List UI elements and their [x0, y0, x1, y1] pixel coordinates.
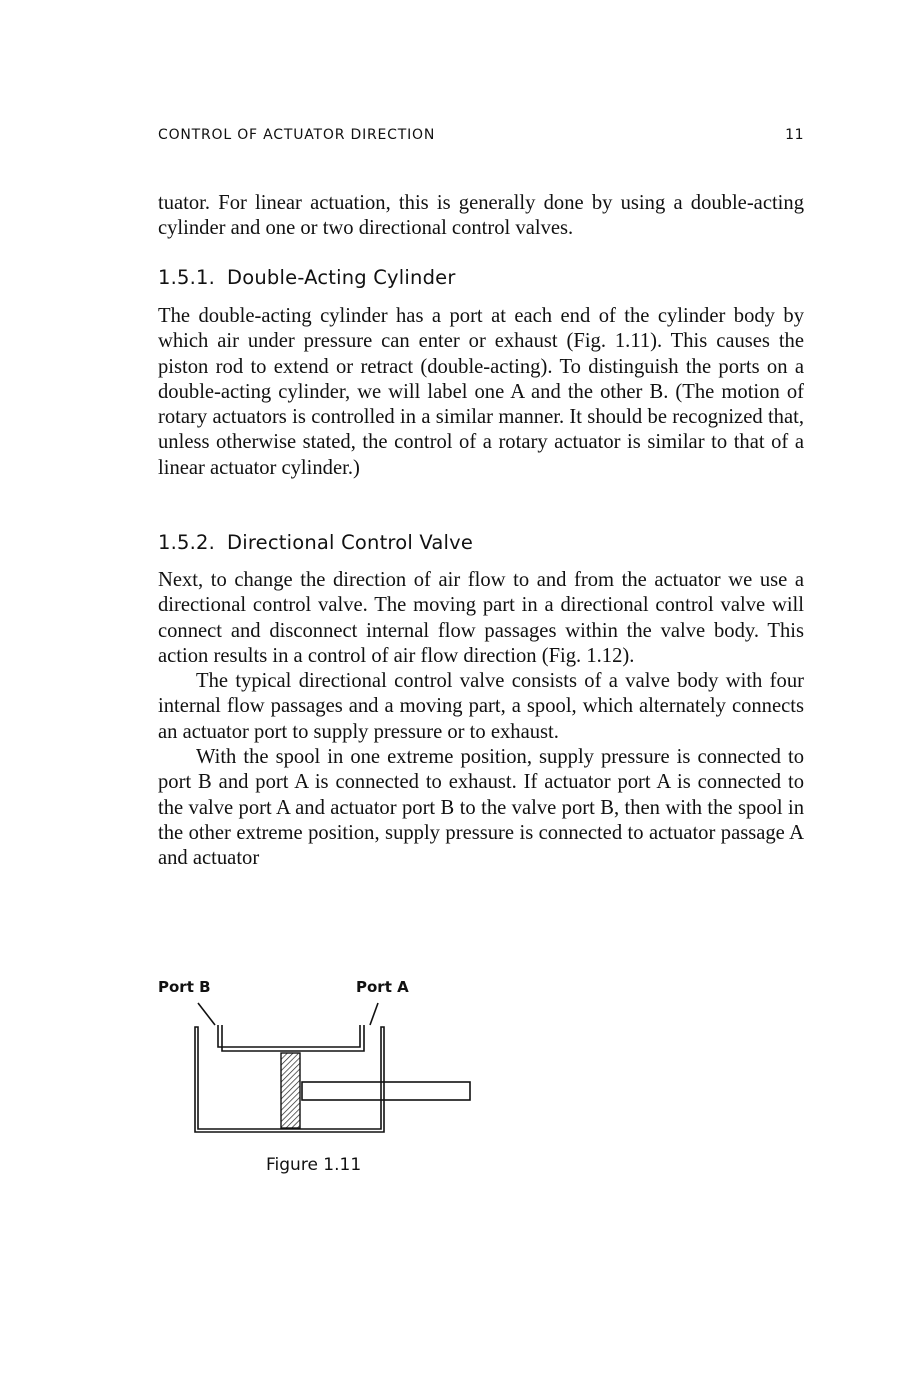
figure-caption: Figure 1.11	[266, 1155, 362, 1175]
paragraph: Next, to change the direction of air flow to and from the actuator we use a directional control valve. The moving part in a directional control valve will connect and disconnect internal flow passages within the valve body. This action results in a control of air flow direction (Fig. 1.12).	[158, 569, 804, 667]
page-number: 11	[785, 127, 804, 143]
paragraph: The typical directional control valve consists of a valve body with four internal flow passages and a moving part, a spool, which alternately connects an actuator port to supply pressure or to exhaust.	[158, 670, 804, 743]
section-title: Double-Acting Cylinder	[227, 266, 456, 289]
paragraph: With the spool in one extreme position, supply pressure is connected to port B and port A is connected to exhaust. If actuator port A is connected to the valve port A and actuator port B to the valve port B, then with the spool in the other extreme position, supply pressure is connected to actuator passage A and actuator	[158, 746, 804, 870]
port-b-leader	[198, 1003, 215, 1025]
running-header	[158, 127, 804, 149]
port-b-label: Port B	[158, 978, 211, 996]
piston	[281, 1053, 300, 1128]
section-number: 1.5.1.	[158, 266, 216, 289]
running-title: CONTROL OF ACTUATOR DIRECTION	[158, 127, 436, 143]
section-heading-1-5-2	[158, 531, 473, 554]
section-heading-1-5-1	[158, 266, 456, 289]
directional-control-valve-text	[158, 568, 804, 872]
section-number: 1.5.2.	[158, 531, 216, 554]
cylinder-diagram	[150, 975, 490, 1155]
port-a-leader	[370, 1003, 378, 1025]
double-acting-cylinder-paragraph: The double-acting cylinder has a port at each end of the cylinder body by which air under pressure can enter or exhaust (Fig. 1.11). This causes the piston rod to extend or retract (double-acting). To distinguish the ports on a double-acting cylinder, we will label one A and the other B. (The motion of rotary actuators is controlled in a similar manner. It should be recognized that, unless otherwise stated, the control of a rotary actuator is similar to that of a linear actuator cylinder.)	[158, 305, 804, 479]
port-a-label: Port A	[356, 978, 409, 996]
section-title: Directional Control Valve	[227, 531, 474, 554]
cylinder-top-passage	[218, 1025, 364, 1051]
figure-1-11	[150, 975, 490, 1195]
intro-paragraph: tuator. For linear actuation, this is generally done by using a double-acting cylinder and one or two directional control valves.	[158, 192, 804, 240]
piston-rod	[302, 1082, 470, 1100]
